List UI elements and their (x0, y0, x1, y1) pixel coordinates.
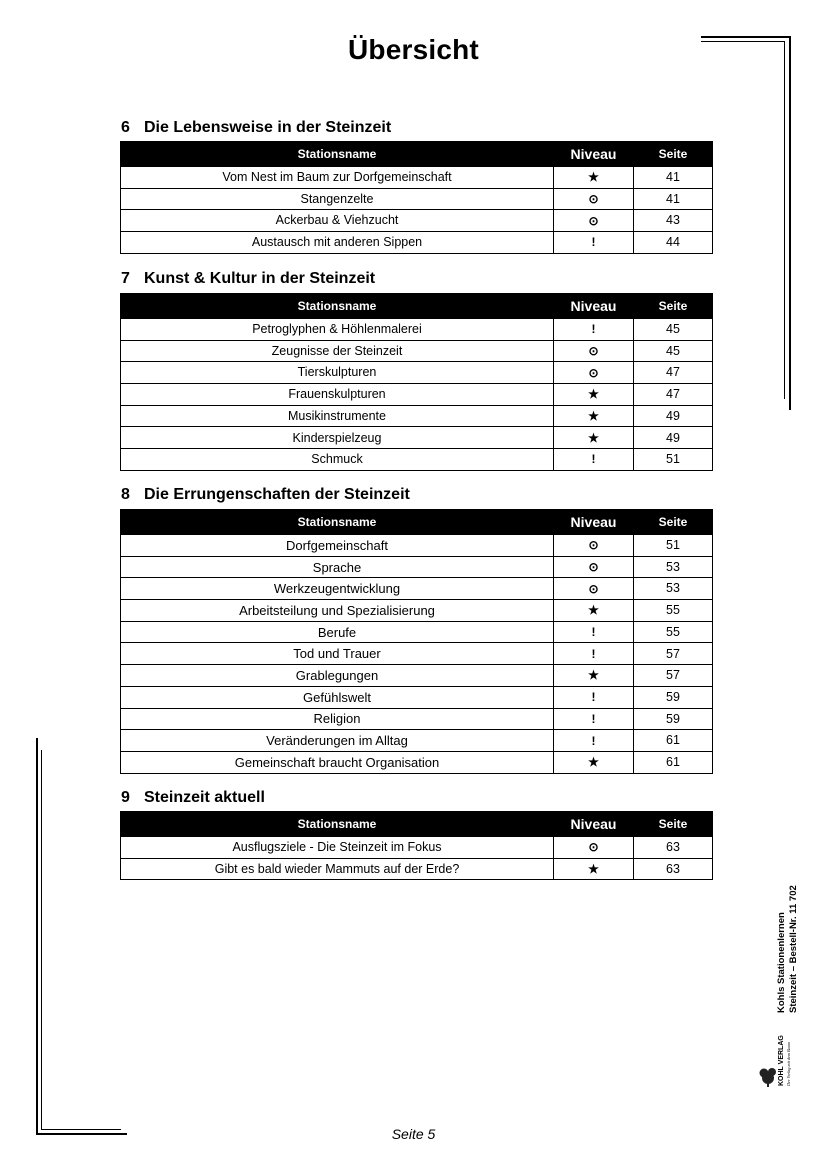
table-row (121, 730, 713, 752)
table-row (121, 449, 713, 471)
niveau-cell: ★ (554, 427, 634, 449)
station-name-cell: Gefühlswelt (121, 686, 554, 708)
header-seite: Seite (634, 812, 713, 837)
section-heading-8 (121, 486, 410, 504)
niveau-cell: ★ (554, 751, 634, 773)
table-row (121, 708, 713, 730)
header-niveau: Niveau (554, 142, 634, 167)
niveau-cell: ⊙ (554, 578, 634, 600)
logo-wordmark: KOHL VERLAG (778, 1035, 785, 1086)
niveau-cell: ★ (554, 405, 634, 427)
frame-bottom-left-inner-v (41, 750, 42, 1130)
seite-cell: 47 (634, 384, 713, 406)
table-header-row (121, 812, 713, 837)
niveau-cell: ⊙ (554, 340, 634, 362)
table-row (121, 535, 713, 557)
station-name-cell: Musikinstrumente (121, 405, 554, 427)
station-name-cell: Religion (121, 708, 554, 730)
station-table-6 (120, 141, 713, 254)
publisher-logo (757, 1028, 797, 1090)
table-row (121, 210, 713, 232)
section-heading-9 (121, 789, 265, 807)
niveau-cell: ★ (554, 665, 634, 687)
section-number: 9 (121, 789, 130, 806)
station-name-cell: Austausch mit anderen Sippen (121, 232, 554, 254)
seite-cell: 47 (634, 362, 713, 384)
table-row (121, 837, 713, 859)
imprint-series: Kohls Stationenlernen (776, 912, 787, 1013)
seite-cell: 53 (634, 578, 713, 600)
section-heading-6 (121, 119, 391, 137)
station-table-7 (120, 293, 713, 471)
header-seite: Seite (634, 510, 713, 535)
table-row (121, 319, 713, 341)
table-row (121, 643, 713, 665)
seite-cell: 59 (634, 708, 713, 730)
frame-top-right-outer-h (701, 36, 791, 38)
station-name-cell: Ausflugsziele - Die Steinzeit im Fokus (121, 837, 554, 859)
publisher-imprint (776, 885, 800, 1013)
niveau-cell: ⊙ (554, 556, 634, 578)
header-stationsname: Stationsname (121, 142, 554, 167)
station-table-8 (120, 509, 713, 774)
station-name-cell: Zeugnisse der Steinzeit (121, 340, 554, 362)
header-niveau: Niveau (554, 294, 634, 319)
page-title: Übersicht (348, 34, 479, 65)
seite-cell: 63 (634, 837, 713, 859)
section-title: Die Lebensweise in der Steinzeit (144, 119, 392, 136)
niveau-cell: ! (554, 708, 634, 730)
table-row (121, 665, 713, 687)
seite-cell: 57 (634, 643, 713, 665)
table-row (121, 858, 713, 880)
seite-cell: 57 (634, 665, 713, 687)
niveau-cell: ★ (554, 600, 634, 622)
table-row (121, 621, 713, 643)
section-title: Die Errungenschaften der Steinzeit (144, 486, 410, 503)
station-name-cell: Grablegungen (121, 665, 554, 687)
table-row (121, 556, 713, 578)
station-table-9 (120, 811, 713, 880)
table-row (121, 600, 713, 622)
niveau-cell: ! (554, 730, 634, 752)
table-row (121, 578, 713, 600)
table-row (121, 427, 713, 449)
seite-cell: 49 (634, 427, 713, 449)
table-row (121, 751, 713, 773)
station-name-cell: Petroglyphen & Höhlenmalerei (121, 319, 554, 341)
station-name-cell: Arbeitsteilung und Spezialisierung (121, 600, 554, 622)
header-stationsname: Stationsname (121, 812, 554, 837)
station-name-cell: Gibt es bald wieder Mammuts auf der Erde? (121, 858, 554, 880)
table-header-row (121, 294, 713, 319)
niveau-cell: ! (554, 686, 634, 708)
seite-cell: 51 (634, 535, 713, 557)
niveau-cell: ★ (554, 858, 634, 880)
frame-top-right-inner-h (701, 41, 785, 42)
seite-cell: 41 (634, 188, 713, 210)
table-row (121, 405, 713, 427)
header-stationsname: Stationsname (121, 294, 554, 319)
table-header-row (121, 142, 713, 167)
niveau-cell: ★ (554, 384, 634, 406)
seite-cell: 63 (634, 858, 713, 880)
section-title: Steinzeit aktuell (144, 789, 265, 806)
header-seite: Seite (634, 294, 713, 319)
niveau-cell: ★ (554, 167, 634, 189)
station-name-cell: Dorfgemeinschaft (121, 535, 554, 557)
seite-cell: 51 (634, 449, 713, 471)
seite-cell: 55 (634, 621, 713, 643)
frame-bottom-left-outer-v (36, 738, 38, 1135)
station-name-cell: Schmuck (121, 449, 554, 471)
table-row (121, 340, 713, 362)
table-row (121, 384, 713, 406)
header-niveau: Niveau (554, 812, 634, 837)
station-name-cell: Tod und Trauer (121, 643, 554, 665)
station-name-cell: Werkzeugentwicklung (121, 578, 554, 600)
niveau-cell: ⊙ (554, 837, 634, 859)
seite-cell: 61 (634, 730, 713, 752)
seite-cell: 41 (634, 167, 713, 189)
station-name-cell: Gemeinschaft braucht Organisation (121, 751, 554, 773)
table-header-row (121, 510, 713, 535)
frame-top-right-outer-v (789, 36, 791, 410)
station-name-cell: Frauenskulpturen (121, 384, 554, 406)
niveau-cell: ! (554, 232, 634, 254)
seite-cell: 44 (634, 232, 713, 254)
seite-cell: 45 (634, 319, 713, 341)
section-number: 7 (121, 270, 130, 287)
table-row (121, 232, 713, 254)
table-row (121, 686, 713, 708)
niveau-cell: ! (554, 449, 634, 471)
section-title: Kunst & Kultur in der Steinzeit (144, 270, 376, 287)
section-number: 6 (121, 119, 130, 136)
seite-cell: 49 (634, 405, 713, 427)
station-name-cell: Vom Nest im Baum zur Dorfgemeinschaft (121, 167, 554, 189)
table-row (121, 188, 713, 210)
niveau-cell: ! (554, 621, 634, 643)
section-number: 8 (121, 486, 130, 503)
seite-cell: 53 (634, 556, 713, 578)
niveau-cell: ⊙ (554, 362, 634, 384)
seite-cell: 45 (634, 340, 713, 362)
header-stationsname: Stationsname (121, 510, 554, 535)
niveau-cell: ! (554, 643, 634, 665)
seite-cell: 55 (634, 600, 713, 622)
station-name-cell: Ackerbau & Viehzucht (121, 210, 554, 232)
station-name-cell: Tierskulpturen (121, 362, 554, 384)
tree-icon (760, 1068, 777, 1087)
station-name-cell: Berufe (121, 621, 554, 643)
station-name-cell: Veränderungen im Alltag (121, 730, 554, 752)
seite-cell: 43 (634, 210, 713, 232)
station-name-cell: Kinderspielzeug (121, 427, 554, 449)
page-number: Seite 5 (391, 1126, 436, 1142)
seite-cell: 61 (634, 751, 713, 773)
station-name-cell: Sprache (121, 556, 554, 578)
niveau-cell: ⊙ (554, 188, 634, 210)
niveau-cell: ⊙ (554, 210, 634, 232)
imprint-title-order: Steinzeit – Bestell-Nr. 11 702 (788, 885, 799, 1013)
header-seite: Seite (634, 142, 713, 167)
frame-top-right-inner-v (784, 41, 785, 399)
header-niveau: Niveau (554, 510, 634, 535)
station-name-cell: Stangenzelte (121, 188, 554, 210)
niveau-cell: ⊙ (554, 535, 634, 557)
seite-cell: 59 (634, 686, 713, 708)
niveau-cell: ! (554, 319, 634, 341)
table-row (121, 167, 713, 189)
logo-tagline: Der Verlag mit dem Baum (786, 1042, 791, 1086)
section-heading-7 (121, 270, 375, 288)
table-row (121, 362, 713, 384)
